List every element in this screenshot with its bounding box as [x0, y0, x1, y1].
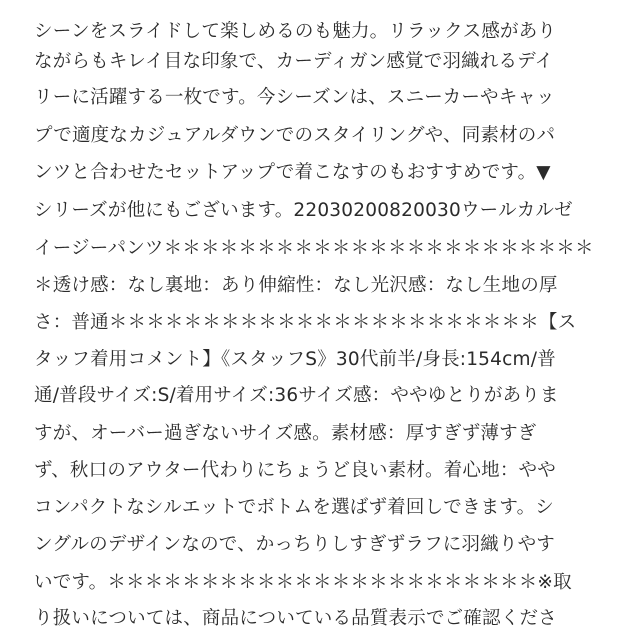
text-line: ＊透け感：なし裏地：あり伸縮性：なし光沢感：なし生地の厚 — [34, 275, 558, 296]
text-line: タッフ着用コメント】《スタッフS》30代前半/身長:154cm/普 — [34, 349, 556, 370]
text-line: さ：普通＊＊＊＊＊＊＊＊＊＊＊＊＊＊＊＊＊＊＊＊＊＊＊【ス — [34, 312, 577, 333]
text-line: コンパクトなシルエットでボトムを選ばず着回しできます。シ — [34, 497, 554, 518]
text-line: 通/普段サイズ:S/着用サイズ:36サイズ感：ややゆとりがありま — [34, 385, 559, 406]
text-line: イージーパンツ＊＊＊＊＊＊＊＊＊＊＊＊＊＊＊＊＊＊＊＊＊＊＊ — [34, 238, 594, 259]
text-line: り扱いについては、商品についている品質表示でご確認くださ — [34, 608, 557, 629]
text-line: ングルのデザインなので、かっちりしすぎずラフに羽織りやす — [34, 534, 556, 555]
text-line: プで適度なカジュアルダウンでのスタイリングや、同素材のパ — [34, 125, 556, 146]
text-line: シーンをスライドして楽しめるのも魅力。リラックス感があり — [34, 21, 557, 42]
text-line: シリーズが他にもございます。22030200820030ウールカルゼ — [34, 200, 573, 221]
text-line: いです。＊＊＊＊＊＊＊＊＊＊＊＊＊＊＊＊＊＊＊＊＊＊＊※取 — [34, 572, 572, 593]
text-line: ながらもキレイ目な印象で、カーディガン感覚で羽織れるデイ — [34, 51, 554, 72]
text-line: ず、秋口のアウター代わりにちょうど良い素材。着心地：やや — [34, 460, 556, 481]
text-line: ンツと合わせたセットアップで着こなすのもおすすめです。▼ — [34, 162, 551, 183]
text-line: すが、オーバー過ぎないサイズ感。素材感：厚すぎず薄すぎ — [34, 423, 537, 444]
text-line: リーに活躍する一枚です。今シーズンは、スニーカーやキャッ — [34, 87, 555, 108]
